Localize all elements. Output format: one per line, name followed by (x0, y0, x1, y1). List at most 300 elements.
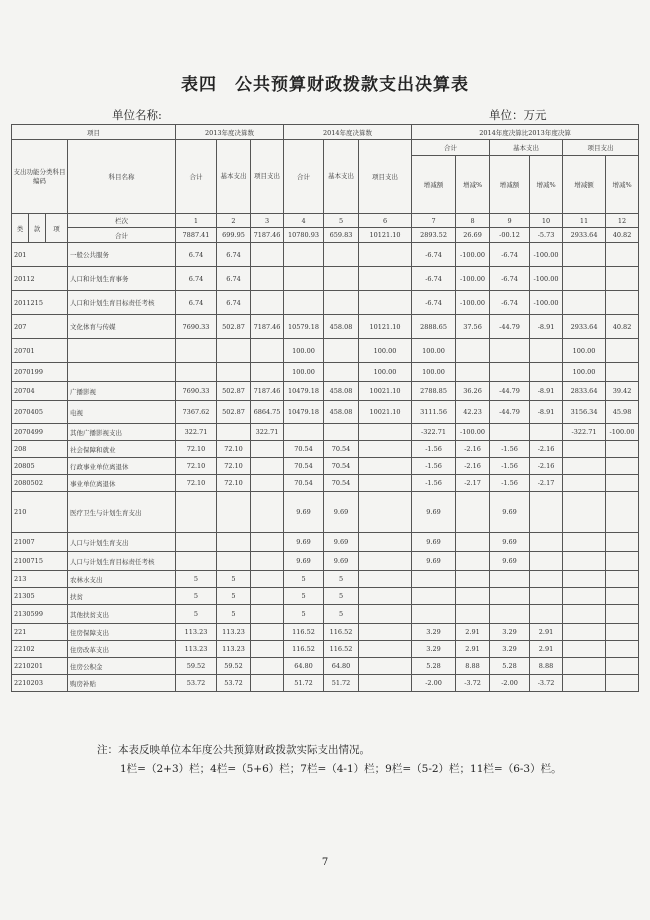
header-2013-basic: 基本支出 (217, 140, 251, 214)
value-cell: 7690.33 (176, 315, 217, 339)
value-cell (530, 605, 563, 624)
value-cell: -1.56 (490, 458, 530, 475)
subject-code: 2100715 (12, 552, 68, 571)
value-cell: -2.16 (456, 441, 490, 458)
value-cell: -100.00 (456, 267, 490, 291)
value-cell (606, 641, 639, 658)
header-2013: 2013年度决算数 (176, 125, 284, 140)
value-cell (359, 424, 412, 441)
value-cell: -2.00 (412, 675, 456, 692)
value-cell: 70.54 (284, 475, 324, 492)
subject-name: 一般公共服务 (68, 243, 176, 267)
value-cell: 9.69 (490, 552, 530, 571)
value-cell: 2888.65 (412, 315, 456, 339)
value-cell (176, 339, 217, 363)
value-cell: 5 (217, 571, 251, 588)
value-cell: -2.16 (530, 458, 563, 475)
value-cell (606, 475, 639, 492)
value-cell (563, 458, 606, 475)
value-cell: -100.00 (530, 267, 563, 291)
value-cell (563, 588, 606, 605)
header-lanci: 栏次 (68, 214, 176, 228)
header-compare-project: 项目支出 (563, 140, 639, 156)
value-cell (284, 243, 324, 267)
table-row (12, 243, 639, 267)
value-cell (456, 588, 490, 605)
value-cell (563, 641, 606, 658)
value-cell: 5.28 (412, 658, 456, 675)
value-cell: 5 (284, 571, 324, 588)
header-row-1 (12, 125, 639, 140)
value-cell: 3.29 (412, 624, 456, 641)
value-cell: -44.79 (490, 382, 530, 401)
value-cell: -6.74 (490, 243, 530, 267)
value-cell (412, 588, 456, 605)
value-cell: 322.71 (176, 424, 217, 441)
subject-code: 221 (12, 624, 68, 641)
value-cell: 9.69 (412, 552, 456, 571)
value-cell (324, 363, 359, 382)
value-cell: 40.82 (606, 315, 639, 339)
value-cell: 502.87 (217, 382, 251, 401)
value-cell: 6.74 (176, 243, 217, 267)
column-number-row (12, 214, 639, 228)
header-item: 项目 (12, 125, 176, 140)
value-cell (251, 492, 284, 533)
value-cell: 6.74 (176, 291, 217, 315)
value-cell (563, 571, 606, 588)
value-cell: -1.56 (412, 441, 456, 458)
value-cell (359, 243, 412, 267)
value-cell: 7367.62 (176, 401, 217, 424)
value-cell: 2833.64 (563, 382, 606, 401)
value-cell (563, 243, 606, 267)
value-cell (456, 552, 490, 571)
value-cell: 6.74 (217, 243, 251, 267)
value-cell: 2.91 (530, 641, 563, 658)
value-cell: 5 (176, 605, 217, 624)
value-cell (530, 571, 563, 588)
value-cell: -6.74 (412, 291, 456, 315)
table-note: 注：本表反映单位本年度公共预算财政拨款实际支出情况。 (97, 744, 370, 756)
col-num: 1 (176, 214, 217, 228)
value-cell: 51.72 (324, 675, 359, 692)
value-cell: 64.80 (324, 658, 359, 675)
subject-code: 201 (12, 243, 68, 267)
value-cell: 502.87 (217, 401, 251, 424)
value-cell: 64.80 (284, 658, 324, 675)
subject-code: 20112 (12, 267, 68, 291)
value-cell (606, 571, 639, 588)
value-cell: 113.23 (176, 624, 217, 641)
col-num: 7 (412, 214, 456, 228)
value-cell (324, 291, 359, 315)
value-cell: 5 (176, 588, 217, 605)
col-num: 2 (217, 214, 251, 228)
value-cell: -100.00 (456, 424, 490, 441)
value-cell (606, 605, 639, 624)
value-cell (359, 605, 412, 624)
value-cell (359, 552, 412, 571)
subject-name: 其他扶贫支出 (68, 605, 176, 624)
value-cell: 5 (217, 605, 251, 624)
value-cell (176, 363, 217, 382)
subject-name: 人口与计划生育目标责任考核 (68, 552, 176, 571)
value-cell: -44.79 (490, 401, 530, 424)
value-cell: 2.91 (456, 641, 490, 658)
value-cell (284, 267, 324, 291)
value-cell (563, 675, 606, 692)
value-cell: 2933.64 (563, 315, 606, 339)
subject-code: 20805 (12, 458, 68, 475)
subject-name (68, 363, 176, 382)
total-cell: -00.12 (490, 228, 530, 243)
table-row (12, 339, 639, 363)
value-cell: -3.72 (530, 675, 563, 692)
value-cell (606, 533, 639, 552)
value-cell: 7187.46 (251, 382, 284, 401)
value-cell (251, 458, 284, 475)
subject-code: 2130599 (12, 605, 68, 624)
table-row (12, 458, 639, 475)
value-cell: -100.00 (456, 243, 490, 267)
value-cell: -44.79 (490, 315, 530, 339)
table-row (12, 315, 639, 339)
header-inc-pct-10: 增减% (530, 156, 563, 214)
total-cell: -5.73 (530, 228, 563, 243)
value-cell (251, 624, 284, 641)
col-num: 5 (324, 214, 359, 228)
value-cell: 9.69 (324, 533, 359, 552)
value-cell: 322.71 (251, 424, 284, 441)
total-cell: 2933.64 (563, 228, 606, 243)
value-cell: 113.23 (176, 641, 217, 658)
value-cell: 70.54 (324, 441, 359, 458)
value-cell (412, 571, 456, 588)
value-cell: 100.00 (412, 363, 456, 382)
header-2014-total: 合计 (284, 140, 324, 214)
value-cell: 9.69 (412, 533, 456, 552)
value-cell: 6864.75 (251, 401, 284, 424)
value-cell: 458.08 (324, 401, 359, 424)
subject-code: 2070405 (12, 401, 68, 424)
value-cell: 3.29 (490, 641, 530, 658)
value-cell: 10579.18 (284, 315, 324, 339)
value-cell (490, 424, 530, 441)
value-cell: 9.69 (412, 492, 456, 533)
subject-name: 社会保障和就业 (68, 441, 176, 458)
value-cell: 59.52 (176, 658, 217, 675)
value-cell (284, 424, 324, 441)
value-cell: -100.00 (456, 291, 490, 315)
value-cell: 5 (284, 605, 324, 624)
value-cell: 100.00 (412, 339, 456, 363)
value-cell (251, 441, 284, 458)
subject-code: 20704 (12, 382, 68, 401)
value-cell (606, 267, 639, 291)
total-cell: 10121.10 (359, 228, 412, 243)
col-num: 8 (456, 214, 490, 228)
value-cell: -6.74 (490, 267, 530, 291)
table-row (12, 533, 639, 552)
value-cell: 458.08 (324, 315, 359, 339)
value-cell (324, 424, 359, 441)
value-cell (251, 291, 284, 315)
value-cell: -8.91 (530, 401, 563, 424)
value-cell: 72.10 (217, 441, 251, 458)
value-cell: 70.54 (324, 475, 359, 492)
value-cell (456, 492, 490, 533)
value-cell: 70.54 (284, 458, 324, 475)
value-cell: 10479.18 (284, 401, 324, 424)
value-cell: 2.91 (530, 624, 563, 641)
header-compare-basic: 基本支出 (490, 140, 563, 156)
header-2014: 2014年度决算数 (284, 125, 412, 140)
header-2014-project: 项目支出 (359, 140, 412, 214)
value-cell (563, 492, 606, 533)
header-compare: 2014年度决算比2013年度决算 (412, 125, 639, 140)
value-cell: 5 (284, 588, 324, 605)
value-cell: 7187.46 (251, 315, 284, 339)
value-cell: 9.69 (324, 492, 359, 533)
value-cell (490, 339, 530, 363)
total-cell: 26.69 (456, 228, 490, 243)
total-cell: 7187.46 (251, 228, 284, 243)
col-num: 10 (530, 214, 563, 228)
value-cell: -100.00 (606, 424, 639, 441)
unit-name-label: 单位名称: (112, 108, 162, 122)
value-cell: -1.56 (490, 441, 530, 458)
value-cell (359, 492, 412, 533)
subject-code: 21305 (12, 588, 68, 605)
value-cell: -6.74 (412, 243, 456, 267)
value-cell: 2.91 (456, 624, 490, 641)
value-cell (606, 588, 639, 605)
subject-code: 21007 (12, 533, 68, 552)
subject-name: 住房公积金 (68, 658, 176, 675)
header-subject-name: 科目名称 (68, 140, 176, 214)
value-cell: 113.23 (217, 624, 251, 641)
value-cell: 502.87 (217, 315, 251, 339)
value-cell (490, 588, 530, 605)
header-xiang: 项 (46, 214, 68, 243)
subject-name: 购房补贴 (68, 675, 176, 692)
value-cell (251, 675, 284, 692)
subject-name: 人口和计划生育事务 (68, 267, 176, 291)
value-cell (606, 363, 639, 382)
header-lei: 类 (12, 214, 29, 243)
subject-code: 22102 (12, 641, 68, 658)
value-cell (359, 588, 412, 605)
value-cell (606, 624, 639, 641)
table-row (12, 441, 639, 458)
subject-code: 207 (12, 315, 68, 339)
subject-name: 电视 (68, 401, 176, 424)
value-cell (456, 571, 490, 588)
value-cell: -8.91 (530, 382, 563, 401)
value-cell: -2.00 (490, 675, 530, 692)
value-cell: 9.69 (490, 492, 530, 533)
value-cell: -2.16 (456, 458, 490, 475)
value-cell: 5 (324, 588, 359, 605)
subject-code: 2080502 (12, 475, 68, 492)
value-cell (490, 363, 530, 382)
value-cell (217, 552, 251, 571)
page-number: 7 (321, 857, 329, 868)
value-cell: 3156.34 (563, 401, 606, 424)
value-cell (359, 441, 412, 458)
table-row (12, 552, 639, 571)
total-cell: 659.83 (324, 228, 359, 243)
value-cell: 72.10 (176, 475, 217, 492)
subject-code: 2070499 (12, 424, 68, 441)
value-cell: 6.74 (217, 291, 251, 315)
value-cell: 51.72 (284, 675, 324, 692)
value-cell: 53.72 (176, 675, 217, 692)
value-cell: -100.00 (530, 291, 563, 315)
value-cell (412, 605, 456, 624)
col-num: 6 (359, 214, 412, 228)
total-label: 合计 (68, 228, 176, 243)
value-cell: 72.10 (176, 441, 217, 458)
value-cell (176, 533, 217, 552)
subject-name: 广播影视 (68, 382, 176, 401)
table-row (12, 588, 639, 605)
value-cell (530, 424, 563, 441)
value-cell (563, 441, 606, 458)
value-cell: 45.98 (606, 401, 639, 424)
value-cell: 7690.33 (176, 382, 217, 401)
table-row (12, 492, 639, 533)
value-cell (176, 492, 217, 533)
value-cell (606, 552, 639, 571)
header-func-code: 支出功能分类科目编码 (12, 140, 68, 214)
value-cell: 113.23 (217, 641, 251, 658)
subject-name: 其他广播影视支出 (68, 424, 176, 441)
value-cell: 10121.10 (359, 315, 412, 339)
value-cell (251, 363, 284, 382)
subject-code: 2210203 (12, 675, 68, 692)
value-cell (530, 363, 563, 382)
col-num: 9 (490, 214, 530, 228)
value-cell (563, 475, 606, 492)
value-cell: 5 (217, 588, 251, 605)
value-cell (530, 588, 563, 605)
total-cell: 10780.93 (284, 228, 324, 243)
value-cell (456, 339, 490, 363)
value-cell (251, 571, 284, 588)
value-cell: -1.56 (490, 475, 530, 492)
table-row (12, 571, 639, 588)
value-cell: 5 (324, 605, 359, 624)
value-cell (217, 339, 251, 363)
subject-name: 农林水支出 (68, 571, 176, 588)
table-row (12, 401, 639, 424)
value-cell: -2.17 (456, 475, 490, 492)
value-cell (251, 267, 284, 291)
column-formula-note: 1栏=（2+3）栏；4栏=（5+6）栏；7栏=（4-1）栏；9栏=（5-2）栏；11栏=（6-3）栏。 (120, 763, 562, 775)
value-cell (490, 571, 530, 588)
subject-name: 事业单位离退休 (68, 475, 176, 492)
value-cell: 3.29 (412, 641, 456, 658)
value-cell: -2.16 (530, 441, 563, 458)
header-inc-amt-7: 增减额 (412, 156, 456, 214)
header-2014-basic: 基本支出 (324, 140, 359, 214)
value-cell (284, 291, 324, 315)
value-cell: 70.54 (324, 458, 359, 475)
total-cell: 699.95 (217, 228, 251, 243)
subject-code: 2070199 (12, 363, 68, 382)
value-cell (606, 339, 639, 363)
subject-name: 人口和计划生育目标责任考核 (68, 291, 176, 315)
value-cell (359, 475, 412, 492)
subject-code: 2011215 (12, 291, 68, 315)
value-cell: -8.91 (530, 315, 563, 339)
value-cell: -6.74 (490, 291, 530, 315)
value-cell: 59.52 (217, 658, 251, 675)
value-cell: 100.00 (359, 339, 412, 363)
header-inc-pct-8: 增减% (456, 156, 490, 214)
col-num: 12 (606, 214, 639, 228)
value-cell: 100.00 (563, 363, 606, 382)
table-row (12, 624, 639, 641)
currency-unit-label: 单位：万元 (489, 108, 547, 122)
value-cell (606, 658, 639, 675)
value-cell: 36.26 (456, 382, 490, 401)
value-cell: 72.10 (217, 458, 251, 475)
value-cell: 100.00 (284, 339, 324, 363)
header-2013-project: 项目支出 (251, 140, 284, 214)
total-row (12, 228, 639, 243)
value-cell (530, 492, 563, 533)
value-cell: -322.71 (563, 424, 606, 441)
value-cell (217, 363, 251, 382)
value-cell (563, 658, 606, 675)
value-cell: 9.69 (324, 552, 359, 571)
table-row (12, 658, 639, 675)
value-cell: 53.72 (217, 675, 251, 692)
value-cell: 116.52 (284, 624, 324, 641)
value-cell (217, 424, 251, 441)
value-cell (456, 605, 490, 624)
value-cell (530, 533, 563, 552)
value-cell (606, 492, 639, 533)
value-cell: 70.54 (284, 441, 324, 458)
value-cell (606, 441, 639, 458)
value-cell: 5 (324, 571, 359, 588)
value-cell: 6.74 (176, 267, 217, 291)
value-cell: 458.08 (324, 382, 359, 401)
value-cell: 72.10 (217, 475, 251, 492)
subject-code: 2210201 (12, 658, 68, 675)
value-cell (530, 339, 563, 363)
value-cell: -100.00 (530, 243, 563, 267)
value-cell (563, 533, 606, 552)
value-cell: -1.56 (412, 475, 456, 492)
header-inc-pct-12: 增减% (606, 156, 639, 214)
value-cell (324, 267, 359, 291)
value-cell: 100.00 (359, 363, 412, 382)
value-cell: 100.00 (284, 363, 324, 382)
total-cell: 40.82 (606, 228, 639, 243)
value-cell (563, 624, 606, 641)
value-cell (359, 458, 412, 475)
header-inc-amt-9: 增减额 (490, 156, 530, 214)
header-2013-total: 合计 (176, 140, 217, 214)
value-cell (359, 658, 412, 675)
subject-code: 208 (12, 441, 68, 458)
table-row (12, 291, 639, 315)
